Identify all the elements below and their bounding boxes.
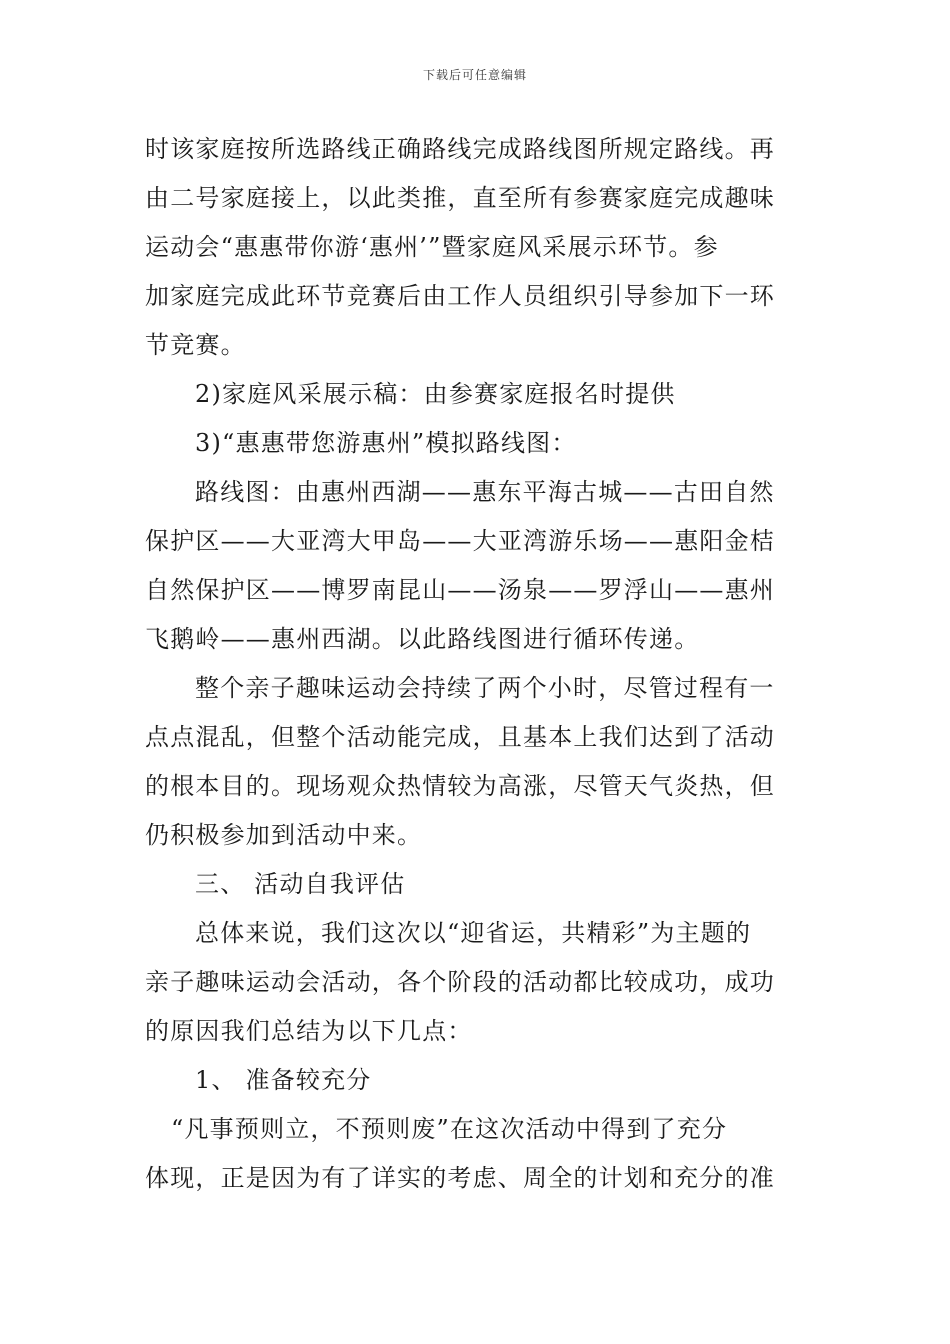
paragraph-line: 飞鹅岭——惠州西湖。以此路线图进行循环传递。 <box>145 625 700 653</box>
paragraph-line: 的原因我们总结为以下几点： <box>145 1017 473 1045</box>
paragraph-line: 整个亲子趣味运动会持续了两个小时，尽管过程有一 <box>195 674 775 702</box>
paragraph-line: 亲子趣味运动会活动，各个阶段的活动都比较成功，成功 <box>145 968 775 996</box>
subsection-heading: 1、 准备较充分 <box>195 1066 372 1094</box>
paragraph-line: 仍积极参加到活动中来。 <box>145 821 423 849</box>
paragraph-line: 运动会“惠惠带你游‘惠州’”暨家庭风采展示环节。参 <box>145 233 719 261</box>
paragraph-line: 点点混乱，但整个活动能完成，且基本上我们达到了活动 <box>145 723 775 751</box>
paragraph-line: 时该家庭按所选路线正确路线完成路线图所规定路线。再 <box>145 135 775 163</box>
paragraph-line: 总体来说，我们这次以“迎省运，共精彩”为主题的 <box>195 919 752 947</box>
document-body <box>145 125 810 1203</box>
paragraph-line: 的根本目的。现场观众热情较为高涨，尽管天气炎热，但 <box>145 772 775 800</box>
section-heading: 三、 活动自我评估 <box>195 870 406 898</box>
paragraph-line: 路线图：由惠州西湖——惠东平海古城——古田自然 <box>195 478 775 506</box>
paragraph-line: 节竞赛。 <box>145 331 246 359</box>
paragraph-line: 体现，正是因为有了详实的考虑、周全的计划和充分的准 <box>145 1164 775 1192</box>
paragraph-line: 自然保护区——博罗南昆山——汤泉——罗浮山——惠州 <box>145 576 775 604</box>
list-item-family-showcase: 2)家庭风采展示稿：由参赛家庭报名时提供 <box>195 380 676 408</box>
paragraph-line: 保护区——大亚湾大甲岛——大亚湾游乐场——惠阳金桔 <box>145 527 775 555</box>
paragraph-line: 由二号家庭接上，以此类推，直至所有参赛家庭完成趣味 <box>145 184 775 212</box>
list-item-route-map: 3)“惠惠带您游惠州”模拟路线图： <box>195 429 577 457</box>
paragraph-line: “凡事预则立，不预则废”在这次活动中得到了充分 <box>171 1115 728 1143</box>
paragraph-line: 加家庭完成此环节竞赛后由工作人员组织引导参加下一环 <box>145 282 775 310</box>
page-header: 下载后可任意编辑 <box>422 68 527 82</box>
